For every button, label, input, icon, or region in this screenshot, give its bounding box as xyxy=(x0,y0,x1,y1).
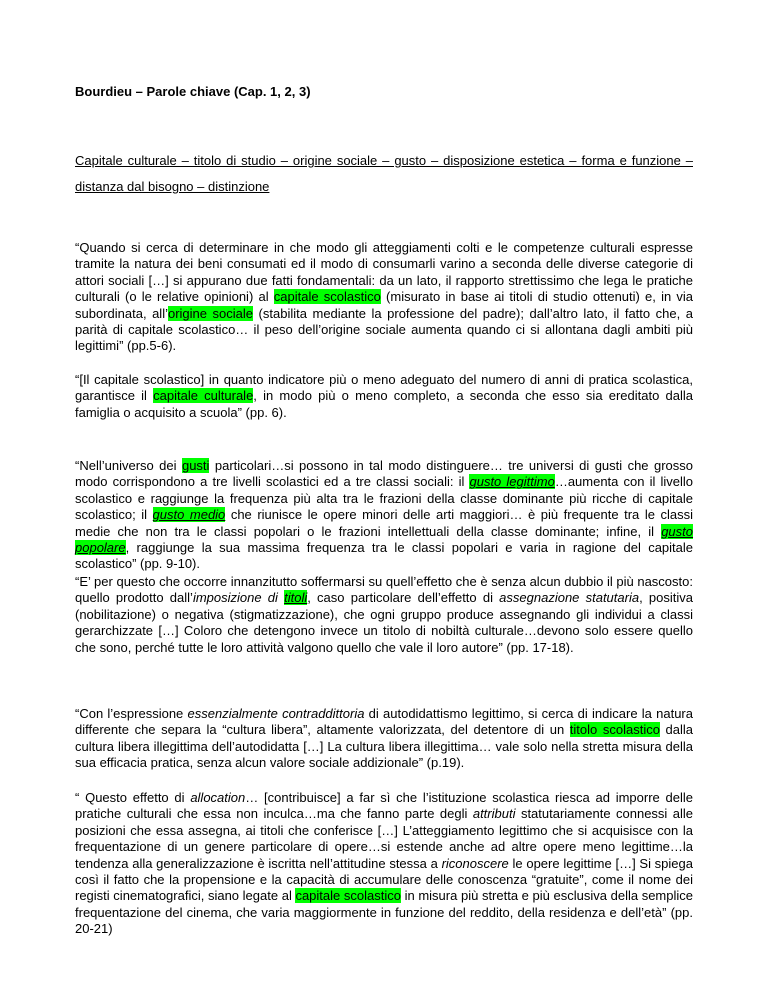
text-segment: , positiva (nobilitazione) o negativa (stigmatizzazione), che ogni gruppo produce assegnando gli individui a classi gerarchizzate […] Coloro che detengono invece un titolo di nobiltà culturale…devono solo essere quello che sono, perché tutte le loro attività valgono quello che vale il loro autore” (pp. 17-18). xyxy=(75,590,693,655)
text-segment: “Nell’universo dei xyxy=(75,458,182,473)
highlighted-term: titolo scolastico xyxy=(569,722,660,738)
text-segment: “[Il capitale scolastico] in quanto indicatore più o meno adeguato del numero di anni di pratica scolastica, garantisce il xyxy=(75,372,693,404)
quote-paragraph-3 xyxy=(75,458,693,573)
highlighted-term: gusto popolare xyxy=(75,523,693,556)
quote-paragraph-5 xyxy=(75,706,693,772)
text-segment: riconoscere xyxy=(441,855,509,871)
keywords-line: Capitale culturale – titolo di studio – origine sociale – gusto – disposizione estetica – forma e funzione – distanza dal bisogno – distinzione xyxy=(75,153,693,194)
text-segment: (stabilita mediante la professione del padre); dall’altro lato, il fatto che, a parità di capitale scolastico… il peso dell’origine sociale aumenta quando ci si allontana dagli ambiti più legittimi” (pp.5-6). xyxy=(75,305,694,354)
quote-paragraph-2 xyxy=(75,372,693,421)
highlighted-term: origine sociale xyxy=(167,305,254,321)
text-segment: “ Questo effetto di xyxy=(75,790,191,805)
text-segment: in misura più stretta e più esclusiva della semplice frequentazione del cinema, che varia maggiormente in funzione del reddito, della residenza e dell’età” (pp. 20-21) xyxy=(75,888,693,937)
text-segment: che riunisce le opere minori delle arti maggiori… è più frequente tra le classi medie che non tra le classi popolari o le frazioni intellettuali della classe dominante; infine, il xyxy=(75,507,693,539)
text-segment: “Con l’espressione xyxy=(75,706,188,721)
text-segment: particolari…si possono in tal modo distinguere… tre universi di gusti che grosso modo corrispondono a tre livelli scolastici ed a tre classi sociali: il xyxy=(75,458,693,490)
text-segment: imposizione di xyxy=(192,590,285,606)
highlighted-term: capitale culturale xyxy=(153,388,254,404)
quote-paragraph-4 xyxy=(75,574,693,656)
document-title: Bourdieu – Parole chiave (Cap. 1, 2, 3) xyxy=(75,84,311,99)
quote-paragraph-1 xyxy=(75,240,693,355)
quote-paragraph-6 xyxy=(75,790,693,938)
highlighted-term: titoli xyxy=(284,590,308,606)
text-segment: (misurato in base ai titoli di studio ottenuti) e, in via subordinata, all’ xyxy=(75,289,694,321)
highlighted-term: gusto legittimo xyxy=(469,474,555,490)
highlighted-term: gusto medio xyxy=(152,507,226,523)
text-segment: dalla cultura libera illegittima dell’autodidatta […] La cultura libera illegittima… vale solo nella stretta misura della sua efficacia pratica, senza alcun valore sociale addizionale” (p.19). xyxy=(75,722,694,771)
text-segment: essenzialmente contraddittoria xyxy=(187,706,365,721)
highlighted-term: gusti xyxy=(181,458,210,473)
text-segment: “E’ per questo che occorre innanzitutto soffermarsi su quell’effetto che è senza alcun dubbio il più nascosto: quello prodotto dall’ xyxy=(75,574,693,606)
text-segment: , caso particolare dell’effetto di xyxy=(307,590,500,606)
text-segment: di autodidattismo legittimo, si cerca di indicare la natura differente che separa la “cultura libera”, altamente valorizzata, del detentore di un xyxy=(75,706,693,738)
text-segment: , raggiunge la sua massima frequenza tra le classi popolari e varia in ragione del capitale scolastico” (pp. 9-10). xyxy=(75,540,693,572)
text-segment: assegnazione statutaria xyxy=(499,590,640,606)
text-segment: le opere legittime […] Si spiega così il fatto che la propensione e la capacità di accumulare delle conoscenza “gratuite”, come il nome dei registi cinematografici, siano legate al xyxy=(75,855,693,904)
text-segment: statutariamente connessi alle posizioni che essa assegna, ai titoli che conferisce […] L’atteggiamento legittimo che si acquisisce con la frequentazione di un genere particolare di opere…si estende anche ad altre opere meno legittime…la tendenza alla generalizzazione è iscritta nell’attitudine stessa a xyxy=(75,806,694,871)
text-segment: allocation xyxy=(190,790,246,805)
text-segment: , in modo più o meno completo, a seconda che esso sia ereditato dalla famiglia o acquisito a scuola” (pp. 6). xyxy=(75,388,693,420)
text-segment: … [contribuisce] a far sì che l’istituzione scolastica riesca ad imporre delle pratiche culturali che essa non inculca…ma che fanno parte degli xyxy=(75,790,694,822)
highlighted-term: capitale scolastico xyxy=(273,289,381,305)
text-segment: “Quando si cerca di determinare in che modo gli atteggiamenti colti e le competenze culturali espresse tramite la natura dei beni consumati ed il modo di consumarli varino a seconda delle diverse categorie di attori sociali […] si appurano due fatti fondamentali: da un lato, il rapporto strettissimo che lega le pratiche culturali (o le relative opinioni) al xyxy=(75,240,693,305)
text-segment: attributi xyxy=(472,806,516,822)
text-segment: …aumenta con il livello scolastico e raggiunge la frequenza più alta tra le frazioni della classe dominante più ricche di capitale scolastico; il xyxy=(75,474,693,523)
highlighted-term: capitale scolastico xyxy=(295,888,401,904)
